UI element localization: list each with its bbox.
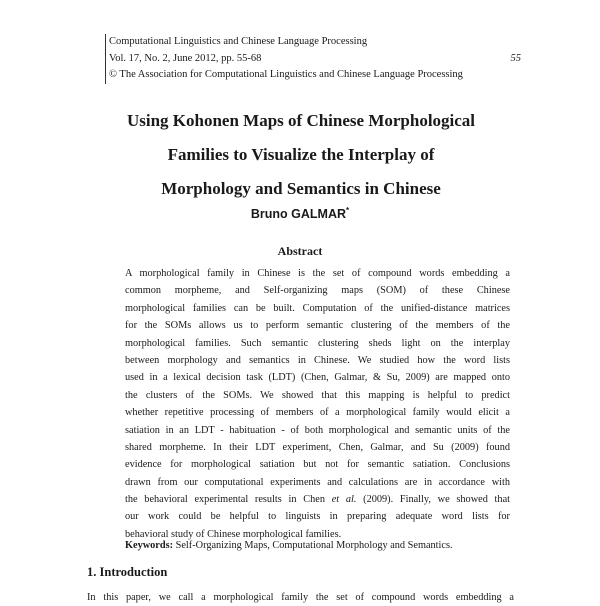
volume-row: [109, 51, 521, 68]
abstract-line: our work could be helpful to linguists in preparing adequate word lists for: [125, 511, 510, 523]
author: [0, 206, 600, 221]
volume-info: Vol. 17, No. 2, June 2012, pp. 55-68: [109, 52, 262, 64]
author-name: Bruno GALMAR: [250, 207, 346, 222]
abstract-heading: Abstract: [277, 244, 323, 258]
keywords: [125, 540, 510, 551]
abstract-line: for the SOMs allows us to perform semantic clustering of the members of the: [125, 320, 510, 332]
abstract-line: evidence for morphological satiation but not for semantic satiation. Conclusions: [125, 459, 510, 471]
body-text: [87, 592, 514, 606]
abstract-line: whether repetitive processing of members of a morphological family would elicit a: [125, 407, 510, 419]
abstract-line: behavioral study of Chinese morphological families.: [125, 528, 342, 540]
keywords-label: Keywords:: [125, 540, 174, 551]
title-line: Families to Visualize the Interplay of: [167, 145, 435, 164]
abstract-line: common morpheme, and Self-organizing maps (SOM) of these Chinese: [125, 285, 510, 297]
abstract-line: between morphology and semantics in Chinese. We studied how the word lists: [125, 354, 510, 366]
copyright-line: © The Association for Computational Linguistics and Chinese Language Processing: [109, 69, 463, 80]
abstract-line: drawn from our computational experiments and calculations are in accordance with: [125, 476, 510, 488]
keywords-text: Self-Organizing Maps, Computational Morphology and Semantics.: [175, 540, 453, 551]
abstract-line: morphological families. Such semantic clustering sheds light on the interplay: [125, 337, 510, 349]
running-header: [105, 34, 521, 84]
abstract-line: A morphological family in Chinese is the set of compound words embedding a: [125, 268, 510, 279]
title-line: Morphology and Semantics in Chinese: [161, 179, 441, 198]
body-line: In this paper, we call a morphological family the set of compound words embedding a: [87, 592, 514, 603]
journal-name: Computational Linguistics and Chinese Language Processing: [109, 36, 368, 47]
page-number: 55: [510, 52, 521, 64]
abstract-line: the behavioral experimental results in Chen et al. (2009). Finally, we showed that: [125, 494, 510, 506]
abstract-line: satiation in an LDT - habituation - of both morphological and semantic units of the: [125, 424, 510, 436]
section-heading-introduction: 1. Introduction: [87, 565, 168, 579]
abstract-line: used in a lexical decision task (LDT) (Chen, Galmar, & Su, 2009) are mapped onto: [125, 372, 510, 384]
abstract-body: [125, 265, 510, 543]
abstract-line: shared morpheme. In their LDT experiment, Chen, Galmar, and Su (2009) found: [125, 441, 510, 453]
title-line: Using Kohonen Maps of Chinese Morphological: [126, 111, 476, 130]
abstract-line: the clusters of the SOMs. We showed that this mapping is helpful to predict: [125, 389, 510, 401]
paper-title: [60, 104, 542, 206]
author-footnote-mark: *: [346, 206, 350, 215]
abstract-line: morphological families can be built. Computation of the unified-distance matrices: [125, 302, 510, 314]
